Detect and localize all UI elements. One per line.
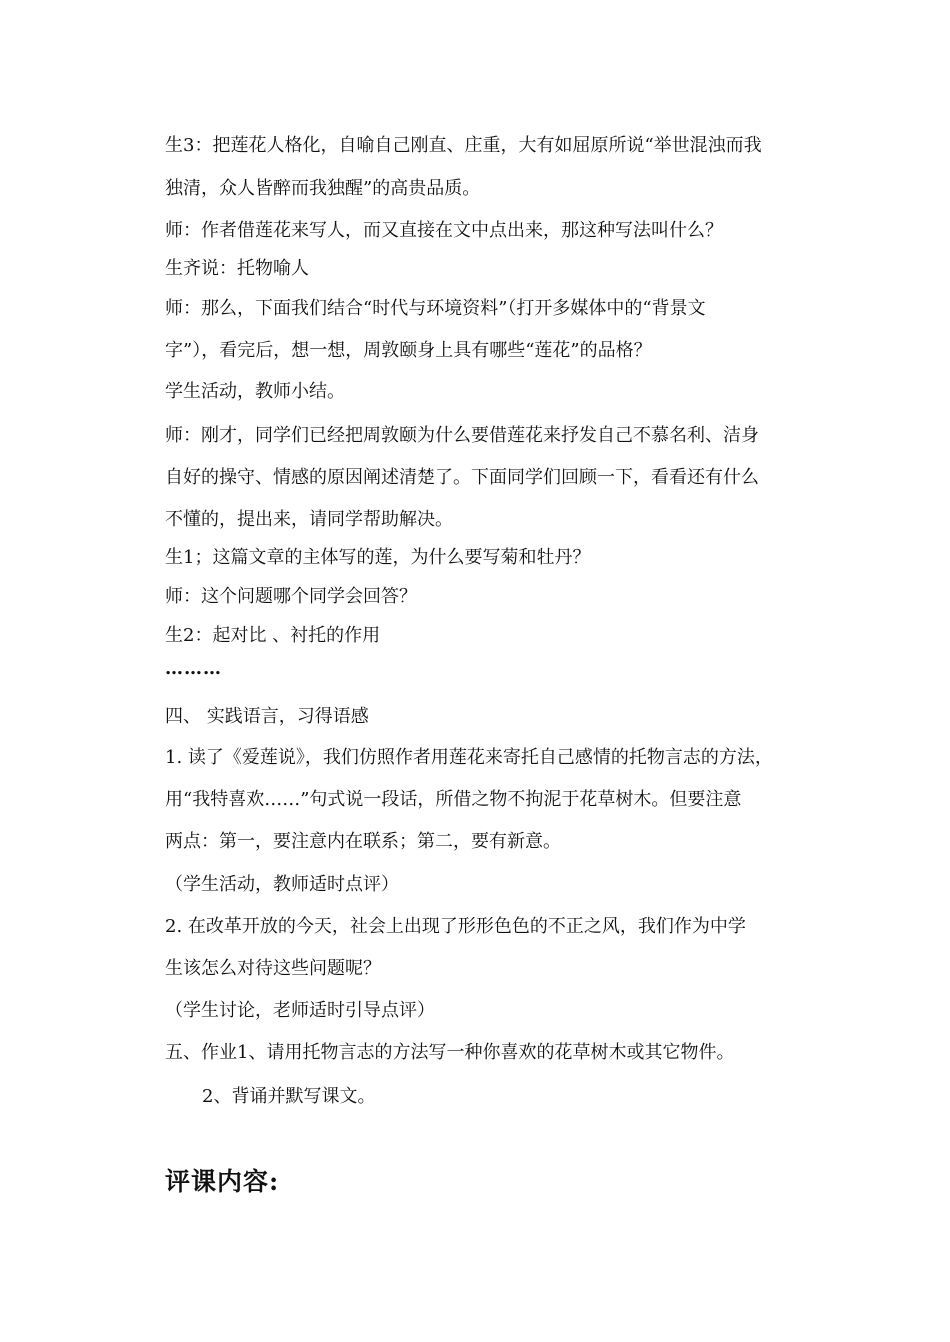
text-line: 自好的操守、情感的原因阐述清楚了。下面同学们回顾一下，看看还有什么 <box>165 467 759 488</box>
text-line: 用“我特喜欢……”句式说一段话，所借之物不拘泥于花草树木。但要注意 <box>165 789 742 810</box>
text-line: 字”），看完后，想一想，周敦颐身上具有哪些“莲花”的品格？ <box>165 340 652 361</box>
text-line: （学生讨论，老师适时引导点评） <box>165 1000 435 1021</box>
text-line: 两点：第一，要注意内在联系；第二，要有新意。 <box>165 831 561 852</box>
text-line: 师：刚才，同学们已经把周敦颐为什么要借莲花来抒发自己不慕名利、洁身 <box>165 425 759 446</box>
text-line: 生2：起对比 、衬托的作用 <box>165 625 381 646</box>
text-line: （学生活动，教师适时点评） <box>165 874 399 895</box>
text-line: 师：这个问题哪个同学会回答？ <box>165 586 417 607</box>
text-line: 生3：把莲花人格化，自喻自己刚直、庄重，大有如屈原所说“举世混浊而我 <box>165 135 762 156</box>
section-heading: 四、 实践语言，习得语感 <box>165 706 369 727</box>
text-line: 1. 读了《爱莲说》，我们仿照作者用莲花来寄托自己感情的托物言志的方法， <box>165 747 773 768</box>
text-line: 2. 在改革开放的今天，社会上出现了形形色色的不正之风，我们作为中学 <box>165 916 746 937</box>
text-line: 独清，众人皆醉而我独醒”的高贵品质。 <box>165 178 481 199</box>
text-line: 不懂的，提出来，请同学帮助解决。 <box>165 509 453 530</box>
text-line: 生1；这篇文章的主体写的莲，为什么要写菊和牡丹？ <box>165 547 591 568</box>
text-line: 师：那么，下面我们结合“时代与环境资料”（打开多媒体中的“背景文 <box>165 298 706 319</box>
ellipsis-line: ……… <box>165 658 222 679</box>
text-line: 学生活动，教师小结。 <box>165 381 345 402</box>
text-line: 师：作者借莲花来写人，而又直接在文中点出来，那这种写法叫什么？ <box>165 220 723 241</box>
review-heading: 评课内容: <box>165 1167 280 1196</box>
text-line: 生齐说：托物喻人 <box>165 258 309 279</box>
text-line: 2、背诵并默写课文。 <box>202 1086 376 1107</box>
text-line: 生该怎么对待这些问题呢？ <box>165 958 381 979</box>
section-heading: 五、作业1、请用托物言志的方法写一种你喜欢的花草树木或其它物件。 <box>165 1042 735 1063</box>
